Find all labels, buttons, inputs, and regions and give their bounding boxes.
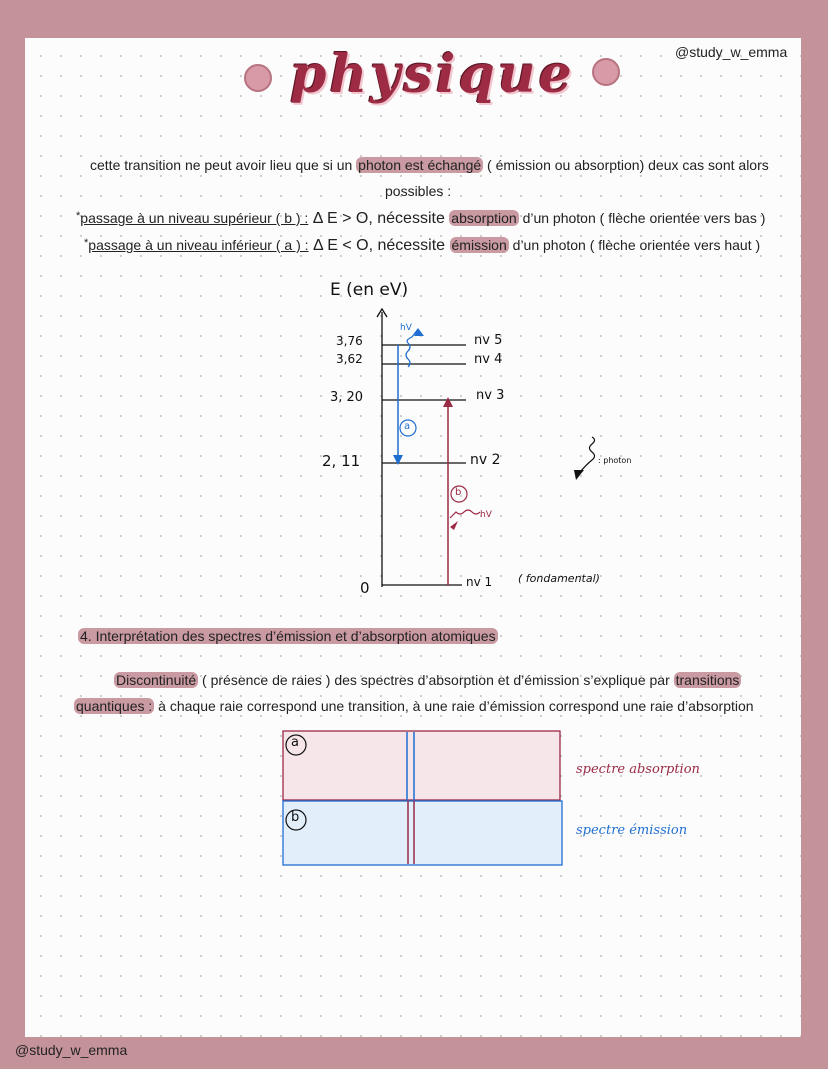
case-b-rest: d’un photon ( flèche orientée vers bas )	[518, 210, 766, 226]
level-name-1: nv 1	[466, 575, 493, 589]
axis-label: E (en eV)	[330, 280, 409, 300]
highlight-discontinuite: Discontinuité	[116, 672, 197, 688]
section-4-para-1-text: ( présence de raies ) des spectres d’absorption et d’émission s’explique par	[198, 672, 674, 688]
highlight-absorption: absorption	[451, 210, 517, 226]
marker-a: a	[404, 421, 411, 432]
case-a-rest: d’un photon ( flèche orientée vers haut )	[508, 237, 761, 253]
level-name-3: nv 3	[476, 388, 505, 403]
absorption-spectrum	[283, 731, 560, 800]
origin-label: 0	[360, 579, 370, 597]
highlight-emission: émission	[451, 237, 507, 253]
author-handle-top: @study_w_emma	[675, 44, 788, 60]
case-a-underlined: passage à un niveau inférieur ( a ) :	[88, 237, 309, 253]
page-title: physique	[290, 44, 575, 105]
level-name-5: nv 5	[474, 333, 503, 348]
level-value-5: 3,76	[336, 334, 363, 348]
level-value-2: 2, 11	[322, 452, 361, 470]
intro-line-2: possibles :	[385, 183, 452, 199]
case-a-delta: Δ E < O, nécessite	[308, 237, 450, 254]
case-b-underlined: passage à un niveau supérieur ( b ) :	[80, 210, 309, 226]
level-value-3: 3, 20	[330, 390, 364, 405]
highlight-transitions: transitions	[675, 672, 740, 688]
asterisk: *	[84, 237, 89, 249]
section-4-para-2-text: à chaque raie correspond une transition, à une raie d’émission correspond une raie d’absorption	[154, 698, 754, 714]
author-handle-footer: @study_w_emma	[15, 1042, 128, 1058]
absorption-label: spectre absorption	[576, 762, 700, 777]
emission-spectrum	[283, 801, 562, 865]
hv-emission: hV	[400, 323, 412, 333]
level-value-4: 3,62	[336, 352, 363, 366]
marker-b: b	[455, 487, 462, 498]
asterisk: *	[76, 210, 81, 222]
highlight-photon: photon est échangé	[358, 157, 482, 173]
spectrum-b-label: b	[291, 810, 300, 825]
intro-text: cette transition ne peut avoir lieu que si un	[90, 157, 357, 173]
fondamental-label: ( fondamental)	[518, 572, 600, 585]
spectrum-a-label: a	[291, 735, 299, 750]
photon-legend-label: : photon	[598, 456, 632, 465]
emission-label: spectre émission	[576, 823, 688, 838]
hv-absorption: hV	[480, 510, 492, 520]
case-b-delta: Δ E > O, nécessite	[308, 210, 450, 227]
intro-text-2: ( émission ou absorption) deux cas sont alors	[483, 157, 769, 173]
highlight-quantiques: quantiques :	[76, 698, 153, 714]
level-name-2: nv 2	[470, 452, 501, 468]
level-name-4: nv 4	[474, 352, 503, 367]
section-4-heading-text: 4. Interprétation des spectres d’émission et d’absorption atomiques	[80, 628, 496, 644]
